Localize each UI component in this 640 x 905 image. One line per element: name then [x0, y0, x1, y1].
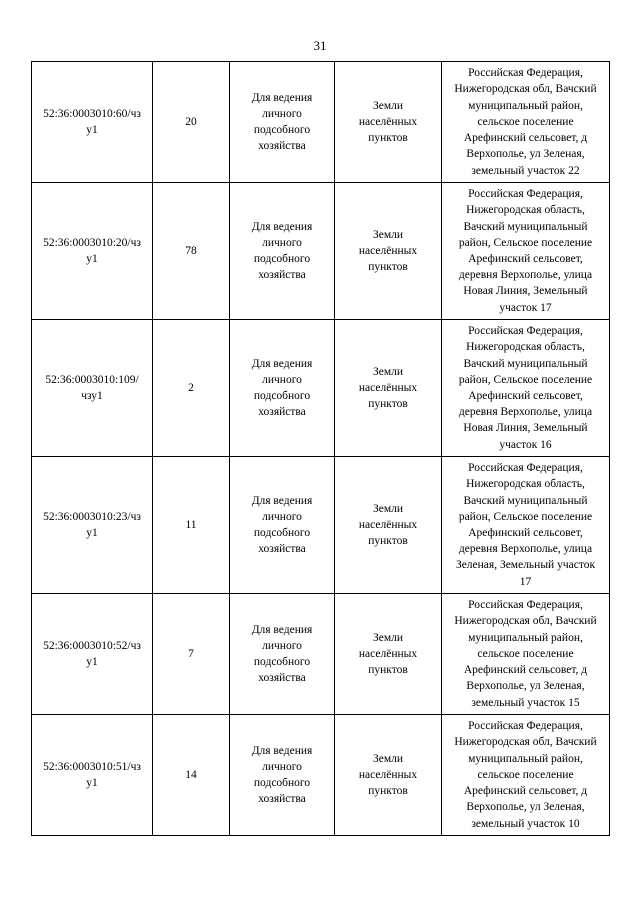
land-category-cell: Земли населённых пунктов: [335, 457, 442, 594]
address-cell: Российская Федерация, Нижегородская обл, Вачский муниципальный район, сельское поселение Арефинский сельсовет, д Верхополье, ул Зеленая, земельный участок 15: [442, 594, 610, 715]
area-cell: 11: [153, 457, 230, 594]
page-number: 31: [313, 38, 327, 53]
address-cell: Российская Федерация, Нижегородская область, Вачский муниципальный район, Сельское поселение Арефинский сельсовет, деревня Верхополье, улица Зеленая, Земельный участок 17: [442, 457, 610, 594]
permitted-use-cell: Для ведения личного подсобного хозяйства: [230, 457, 335, 594]
table-row: [32, 62, 610, 183]
land-category-cell: Земли населённых пунктов: [335, 715, 442, 836]
cadastral-number-cell: 52:36:0003010:109/ чзу1: [32, 320, 153, 457]
area-cell: 78: [153, 183, 230, 320]
table-row: [32, 183, 610, 320]
table-row: [32, 457, 610, 594]
land-plots-table: [31, 61, 610, 836]
permitted-use-cell: Для ведения личного подсобного хозяйства: [230, 183, 335, 320]
permitted-use-cell: Для ведения личного подсобного хозяйства: [230, 62, 335, 183]
cadastral-number-cell: 52:36:0003010:60/чз у1: [32, 62, 153, 183]
address-cell: Российская Федерация, Нижегородская область, Вачский муниципальный район, Сельское поселение Арефинский сельсовет, деревня Верхополье, улица Новая Линия, Земельный участок 16: [442, 320, 610, 457]
land-category-cell: Земли населённых пунктов: [335, 594, 442, 715]
area-cell: 14: [153, 715, 230, 836]
area-cell: 2: [153, 320, 230, 457]
cadastral-number-cell: 52:36:0003010:52/чз у1: [32, 594, 153, 715]
cadastral-number-cell: 52:36:0003010:20/чз у1: [32, 183, 153, 320]
cadastral-number-cell: 52:36:0003010:23/чз у1: [32, 457, 153, 594]
address-cell: Российская Федерация, Нижегородская обл, Вачский муниципальный район, сельское поселение Арефинский сельсовет, д Верхополье, ул Зеленая, земельный участок 22: [442, 62, 610, 183]
table-row: [32, 320, 610, 457]
table-row: [32, 594, 610, 715]
land-category-cell: Земли населённых пунктов: [335, 320, 442, 457]
table-row: [32, 715, 610, 836]
cadastral-number-cell: 52:36:0003010:51/чз у1: [32, 715, 153, 836]
area-cell: 20: [153, 62, 230, 183]
address-cell: Российская Федерация, Нижегородская обл, Вачский муниципальный район, сельское поселение Арефинский сельсовет, д Верхополье, ул Зеленая, земельный участок 10: [442, 715, 610, 836]
land-category-cell: Земли населённых пунктов: [335, 62, 442, 183]
permitted-use-cell: Для ведения личного подсобного хозяйства: [230, 320, 335, 457]
land-category-cell: Земли населённых пунктов: [335, 183, 442, 320]
address-cell: Российская Федерация, Нижегородская область, Вачский муниципальный район, Сельское поселение Арефинский сельсовет, деревня Верхополье, улица Новая Линия, Земельный участок 17: [442, 183, 610, 320]
area-cell: 7: [153, 594, 230, 715]
permitted-use-cell: Для ведения личного подсобного хозяйства: [230, 594, 335, 715]
permitted-use-cell: Для ведения личного подсобного хозяйства: [230, 715, 335, 836]
